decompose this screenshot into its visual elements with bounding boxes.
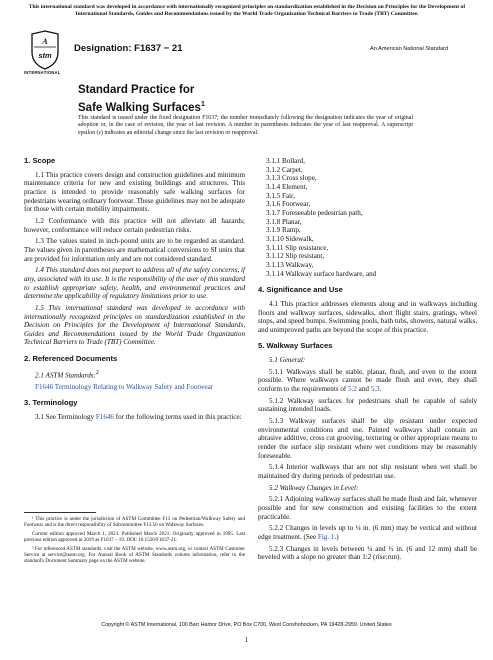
para-5-2-2 bbox=[258, 524, 477, 541]
term-item: 3.1.6 Footwear, bbox=[266, 200, 311, 209]
term-item: 3.1.8 Planar, bbox=[266, 217, 302, 226]
copyright-footer: Copyright © ASTM International, 100 Barr Harbor Drive, PO Box C700, West Conshohocken, PA 19428-2959. United States bbox=[101, 622, 392, 628]
footnotes bbox=[24, 516, 245, 567]
para-1-2: 1.2 Conformance with this practice will not alleviate all hazards; however, conformance will reduce certain pedestrian risks. bbox=[24, 216, 245, 234]
left-column bbox=[24, 157, 245, 425]
link-5-3[interactable]: 5.3 bbox=[370, 385, 380, 394]
terminology-heading: 3. Terminology bbox=[24, 398, 78, 408]
and-text: and bbox=[356, 385, 371, 394]
term-item: 3.1.12 Slip resistant, bbox=[266, 252, 325, 261]
para-5-2-3: 5.2.3 Changes in levels between ¼ and ½ in. (6 and 12 mm) shall be beveled with a slope no greater than 1:2 (rise:run). bbox=[258, 544, 477, 562]
referenced-documents-heading: 2. Referenced Documents bbox=[24, 354, 118, 364]
term-item: 3.1.4 Element, bbox=[266, 182, 308, 191]
para-5-1-4: 5.1.4 Interior walkways that are not slip resistant when wet shall be maintained dry during periods of pedestrian use. bbox=[258, 463, 477, 480]
significance-heading: 4. Significance and Use bbox=[258, 285, 343, 295]
title-line-2: Safe Walking Surfaces bbox=[78, 101, 201, 114]
para-2-1 bbox=[24, 369, 245, 380]
para-1-5: 1.5 This international standard was developed in accordance with internationally recognized principles on standardization established in the Decision on Principles for the Development of International Standards, Guides and Recommendations issued by the World Trade Organization Technical Barriers to Trade (TBT) Committee. bbox=[24, 303, 245, 347]
ans-label: An American National Standard bbox=[370, 46, 449, 52]
ref-title[interactable]: Terminology Relating to Walkway Safety and Footwear bbox=[53, 382, 214, 391]
para-1-4: 1.4 This standard does not purport to address all of the safety concerns, if any, associated with its use. It is the responsibility of the user of this standard to establish appropriate safety, health, and environmental practices and determine the applicability of regulatory limitations prior to use. bbox=[24, 266, 245, 301]
period: . bbox=[379, 385, 382, 394]
astm-standards-label: 2.1 ASTM Standards: bbox=[35, 371, 96, 380]
para-5-1-1 bbox=[258, 368, 477, 394]
para-3-1-text: 3.1 See Terminology bbox=[35, 413, 96, 422]
designation: Designation: F1637 − 21 bbox=[74, 43, 183, 54]
fig-1-link[interactable]: Fig. 1 bbox=[317, 532, 335, 541]
walkway-surfaces-heading: 5. Walkway Surfaces bbox=[258, 341, 333, 351]
para-1-1: 1.1 This practice covers design and construction guidelines and minimum maintenance criteria for new and existing buildings and structures. This practice is intended to provide reasonably safe walking surfaces for pedestrians wearing ordinary footwear. These guidelines may not be adequate for those with certain mobility impairments. bbox=[24, 170, 245, 214]
scope-heading: 1. Scope bbox=[24, 156, 56, 165]
page-title bbox=[78, 84, 205, 115]
reference-entry bbox=[24, 383, 245, 392]
tbt-notice: This international standard was developed in accordance with internationally recognized principles on standardization established in the Decision on Principles for the Development of International Standards, Guides and Recommendations issued by the World Trade Organization Technical Barriers to Trade (TBT) Committee. bbox=[28, 4, 466, 17]
title-line-1: Standard Practice for bbox=[78, 84, 195, 96]
para-1-3: 1.3 The values stated in inch-pound units are to be regarded as standard. The values given in parentheses are mathematical conversions to SI units that are provided for information only and are not considered standard. bbox=[24, 237, 245, 263]
para-5-1: 5.1 General: bbox=[269, 356, 306, 365]
footnote-1b: Current edition approved March 1, 2021. Published March 2021. Originally approved in 1995. Last previous edition approved in 2019 as F1637 – 19. DOI: 10.1520/F1637-21. bbox=[24, 530, 245, 544]
term-item: 3.1.11 Slip resistance, bbox=[266, 243, 329, 252]
para-3-1-text-end: for the following terms used in this practice: bbox=[113, 413, 242, 422]
link-5-2[interactable]: 5.2 bbox=[348, 385, 357, 394]
ref-link-f1646[interactable]: F1646 bbox=[35, 382, 54, 391]
para-4-1: 4.1 This practice addresses elements along and in walkways including floors and walkway surfaces, sidewalks, short flight stairs, gratings, wheel stops, and speed bumps. Swimming pools, bath tubs, showers, natural walks, and unimproved paths are beyond the scope of this practice. bbox=[258, 299, 477, 334]
logo-caption: INTERNATIONAL bbox=[24, 70, 61, 75]
term-item: 3.1.3 Cross slope, bbox=[266, 174, 317, 183]
terminology-link-f1646[interactable]: F1646 bbox=[95, 413, 114, 422]
para-5-2-2-text: 5.2.2 Changes in levels up to ¼ in. (6 mm) may be vertical and without edge treatment. (See bbox=[258, 524, 477, 541]
footnote-divider bbox=[24, 512, 96, 513]
term-item: 3.1.7 Foreseeable pedestrian path, bbox=[266, 208, 363, 217]
astm-logo-icon bbox=[30, 30, 60, 70]
footnote-1: ¹ This practice is under the jurisdiction of ASTM Committee F13 on Pedestrian/Walkway Safety and Footwear and is the direct responsibility of Subcommittee F13.50 on Walkway Surfaces. bbox=[24, 516, 245, 529]
para-5-2: 5.2 Walkway Changes in Level: bbox=[269, 483, 359, 492]
term-item: 3.1.2 Carpet, bbox=[266, 165, 303, 174]
para-5-1-1-text: 5.1.1 Walkways shall be stable, planar, flush, and even to the extent possible. Where walkways cannot be made flush and even, they shall conform to the requirements of bbox=[258, 367, 477, 394]
term-item: 3.1.10 Sidewalk, bbox=[266, 234, 314, 243]
para-5-2-1: 5.2.1 Adjoining walkway surfaces shall be made flush and fair, whenever possible and for new construction and existing facilities to the extent practicable. bbox=[258, 495, 477, 521]
para-5-2-2-end: .) bbox=[334, 532, 339, 541]
footnote-ref-2: 2 bbox=[95, 369, 99, 376]
svg-text:A: A bbox=[42, 37, 48, 46]
para-5-1-3: 5.1.3 Walkway surfaces shall be slip resistant under expected environmental conditions and use. Painted walkways shall contain an abrasive additive, cross cut grooving, texturing or other appropriate means to render the surface slip resistant where wet conditions may be reasonably foreseeable. bbox=[258, 417, 477, 460]
term-item: 3.1.9 Ramp, bbox=[266, 226, 301, 235]
para-5-1-2: 5.1.2 Walkway surfaces for pedestrians shall be capable of safely sustaining intended loads. bbox=[258, 396, 477, 414]
page-number: 1 bbox=[244, 636, 249, 644]
issued-note: This standard is issued under the fixed designation F1637; the number immediately following the designation indicates the year of original adoption or, in the case of revision, the year of last revision. A number in parentheses indicates the year of last reapproval. A superscript epsilon (ε) indicates an editorial change since the last revision or reapproval. bbox=[78, 115, 413, 136]
title-footnote-ref: 1 bbox=[200, 100, 205, 108]
term-item: 3.1.13 Walkway, bbox=[266, 260, 314, 269]
term-item: 3.1.1 Bollard, bbox=[266, 157, 306, 165]
term-item: 3.1.5 Fair, bbox=[266, 191, 295, 200]
para-3-1 bbox=[24, 413, 245, 422]
right-column bbox=[258, 157, 477, 565]
term-item: 3.1.14 Walkway surface hardware, and bbox=[266, 269, 377, 278]
title-line-2-wrap bbox=[78, 98, 205, 115]
svg-text:stm: stm bbox=[38, 51, 52, 60]
terms-list bbox=[258, 157, 477, 278]
footnote-2: ² For referenced ASTM standards, visit the ASTM website, www.astm.org, or contact ASTM Customer Service at service@astm.org. For Annual Book of ASTM Standards volume information, refer to the standard's Document Summary page on the ASTM website. bbox=[24, 545, 245, 565]
